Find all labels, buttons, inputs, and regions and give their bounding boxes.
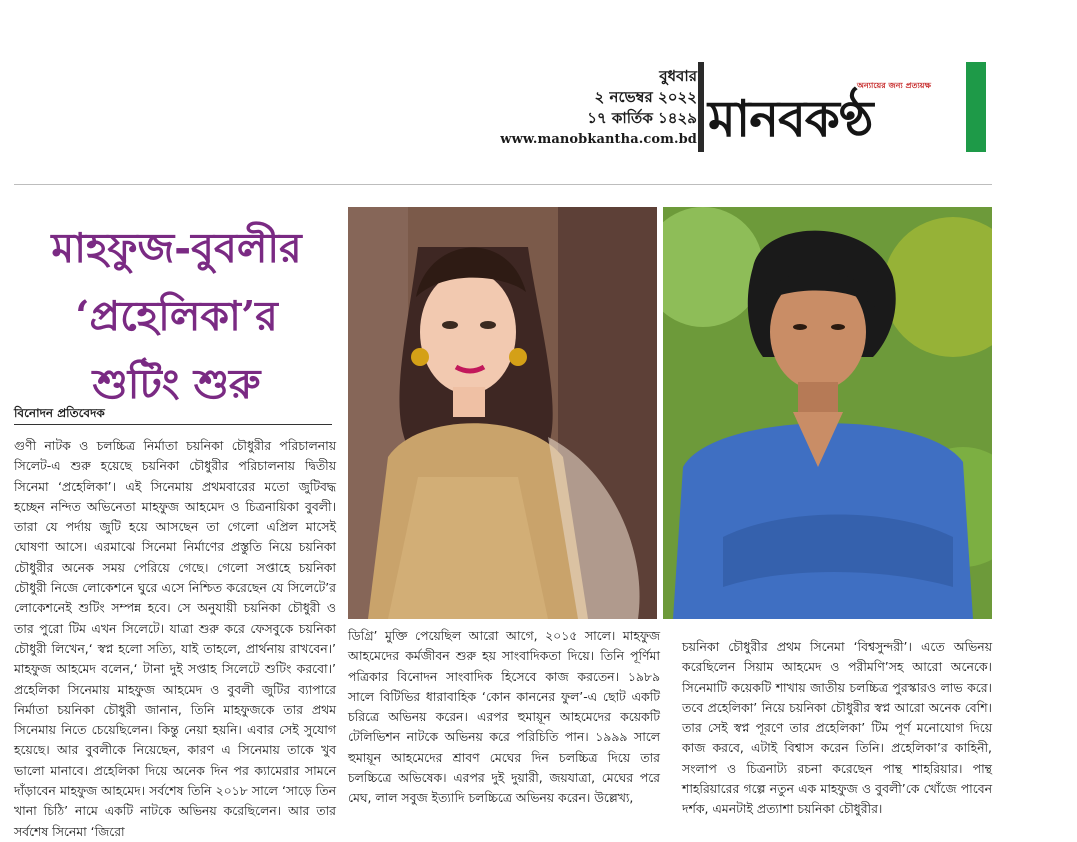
article-column-2 <box>348 626 660 809</box>
masthead-tagline: অন্যায়ের জন্য প্রত্যয়ক্ষ <box>857 81 931 90</box>
newspaper-logo: মানবকণ্ঠ <box>708 89 873 148</box>
column-2-text: ডিগ্রি’ মুক্তি পেয়েছিল আরো আগে, ২০১৫ সালে। মাহফুজ আহমেদের কর্মজীবন শুরু হয় সাংবাদিকতা দিয়ে। তিনি পূর্ণিমা পত্রিকার বিনোদন সাংবাদিক হিসেবে কাজ করতেন। ১৯৮৯ সালে বিটিভির ধারাবাহিক ‘কোন কাননের ফুল’-এ ছোট একটি চরিত্রে অভিনয় করেন। এরপর হুমায়ূন আহমেদের কয়েকটি টেলিভিশন নাটকে অভিনয় করে পরিচিতি পান। ১৯৯৯ সালে হুমায়ূন আহমেদের শ্রাবণ মেঘের দিন চলচ্চিত্র দিয়ে তার চলচ্চিত্রে অভিষেক। এরপর দুই দুয়ারী, জয়যাত্রা, মেঘের পরে মেঘ, লাল সবুজ ইত্যাদি চলচ্চিত্রে অভিনয় করেন। উল্লেখ্য, <box>348 628 660 806</box>
masthead-date: ২ নভেম্বর ২০২২ <box>594 88 697 106</box>
masthead-day: বুধবার <box>659 67 697 85</box>
actress-illustration <box>348 207 657 619</box>
masthead-rule <box>14 184 992 185</box>
article-column-3 <box>682 637 992 820</box>
column-1-text: গুণী নাটক ও চলচ্চিত্র নির্মাতা চয়নিকা চৌধুরীর পরিচালনায় সিলেট-এ শুরু হয়েছে চয়নিকা চৌধুরীর পরিচালনায় দ্বিতীয় সিনেমা ‘প্রহেলিকা’। এই সিনেমায় প্রথমবারের মতো জুটিবদ্ধ হচ্ছেন নন্দিত অভিনেতা মাহফুজ আহমেদ ও চিত্রনায়িকা বুবলী। তারা যে পর্দায় জুটি হয়ে আসছেন তা গেলো এপ্রিল মাসেই ঘোষণা আসে। এরমাঝে সিনেমা নির্মাণের প্রস্তুতি নিয়ে চয়নিকা চৌধুরীর অনেক সময় পেরিয়ে গেছে। গেলো সপ্তাহে চয়নিকা চৌধুরী নিজে লোকেশনে ঘুরে এসে নিশ্চিত করেছেন যে সিলেটে’র লোকেশনেই শুটিং সম্পন্ন হবে। সে অনুযায়ী চয়নিকা চৌধুরী ও তার পুরো টিম এখন সিলেটে। যাত্রা শুরু করে ফেসবুকে চয়নিকা চৌধুরী লিখেন,‘ স্বপ্ন হলো সত্যি, যাই তাহলে, প্রার্থনায় রাখবেন।’ মাহফুজ আহমেদ বলেন,‘ টানা দুই সপ্তাহ সিলেটে শুটিং করবো।’ প্রহেলিকা সিনেমায় মাহফুজ আহমেদ ও বুবলী জুটির ব্যাপারে নির্মাতা চয়নিকা চৌধুরী জানান, তিনি মাহফুজকে তার প্রথম সিনেমায় নিতে চেয়েছিলেন। কিন্তু নেয়া হয়নি। এবার সেই সুযোগ হয়েছে। আর বুবলীকে নিয়েছেন, কারণ এ সিনেমায় তাকে খুব ভালো মানাবে। প্রহেলিকা দিয়ে অনেক দিন পর ক্যামেরার সামনে দাঁড়াবেন মাহফুজ আহমেদ। সর্বশেষ তিনি ২০১৮ সালে ‘সাড়ে তিন খানা চিঠি’ নামে একটি নাটকে অভিনয় করেছিলেন। আর তার সর্বশেষ সিনেমা ‘জিরো <box>14 438 336 839</box>
headline-line-3: শুটিং শুরু <box>92 360 261 408</box>
logo-accent-bar <box>966 62 986 152</box>
masthead-date-block <box>500 66 697 150</box>
actor-illustration <box>663 207 992 619</box>
headline-line-1: মাহফুজ-বুবলীর <box>51 224 302 272</box>
headline-line-2: ‘প্রহেলিকা’র <box>75 292 278 340</box>
byline: বিনোদন প্রতিবেদক <box>14 406 105 420</box>
actor-photo <box>663 207 992 619</box>
masthead-divider-bar <box>698 62 704 152</box>
byline-rule <box>14 424 332 425</box>
article-headline <box>14 214 339 418</box>
actress-photo <box>348 207 657 619</box>
column-3-text: চয়নিকা চৌধুরীর প্রথম সিনেমা ‘বিশ্বসুন্দরী’। এতে অভিনয় করেছিলেন সিয়াম আহমেদ ও পরীমণি’সহ আরো অনেকে। সিনেমাটি কয়েকটি শাখায় জাতীয় চলচ্চিত্র পুরস্কারও লাভ করে। তবে প্রহেলিকা’ নিয়ে চয়নিকা চৌধুরীর স্বপ্ন আরো অনেক বেশি। তার সেই স্বপ্ন পূরণে তার প্রহেলিকা’ টিম পূর্ণ মনোযোগ দিয়ে কাজ করবে, এটাই বিশ্বাস করেন তিনি। প্রহেলিকা’র কাহিনী, সংলাপ ও চিত্রনাট্য রচনা করেছেন পান্থ শাহরিয়ার। পান্থ শাহরিয়ারের গল্পে নতুন এক মাহফুজ ও বুবলী’কে খোঁজে পাবেন দর্শক, এমনটাই প্রত্যাশা চয়নিকা চৌধুরীর। <box>682 639 992 817</box>
article-column-1 <box>14 436 336 842</box>
masthead-website: www.manobkantha.com.bd <box>500 132 697 147</box>
masthead-bangla-date: ১৭ কার্তিক ১৪২৯ <box>587 109 697 127</box>
